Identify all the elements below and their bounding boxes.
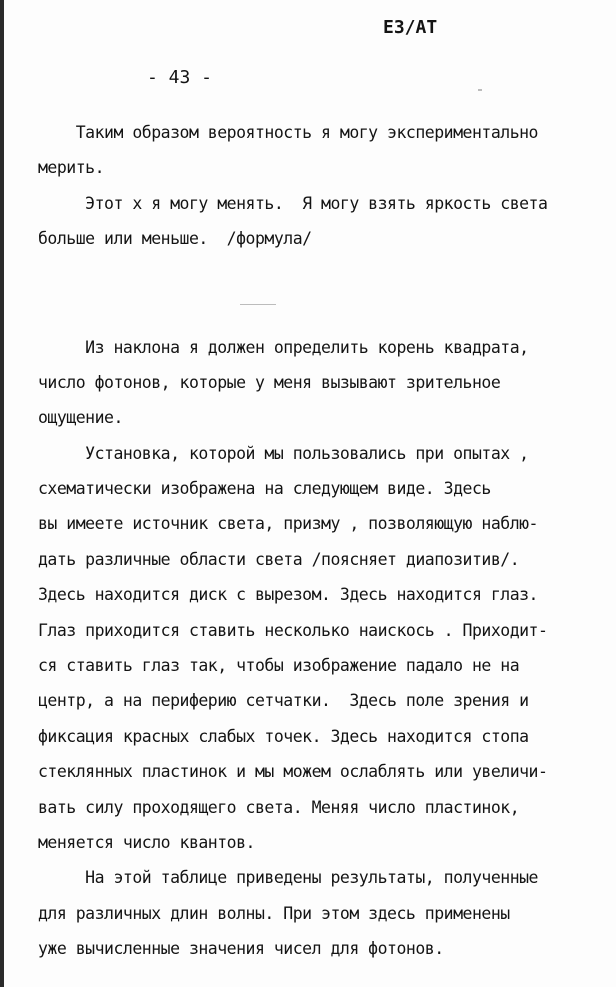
page-number: - 43 - [147, 67, 213, 88]
text-line: Глаз приходится ставить несколько наискось . Приходит- [38, 621, 548, 640]
text-line: ощущение. [38, 408, 123, 427]
text-line: для различных длин волны. При этом здесь применены [38, 904, 510, 923]
text-line: число фотонов, которые у меня вызывают зрительное [38, 373, 501, 392]
text-line: стеклянных пластинок и мы можем ослаблять или увеличи- [38, 762, 548, 781]
document-reference-code: ЕЗ/АТ [383, 17, 438, 38]
text-line: больше или меньше. /формула/ [38, 229, 312, 248]
text-line: схематически изображена на следующем виде. Здесь [38, 479, 491, 498]
text-line: ся ставить глаз так, чтобы изображение падало не на [38, 656, 520, 675]
text-line: Здесь находится диск с вырезом. Здесь находится глаз. [38, 585, 538, 604]
text-line: Этот х я могу менять. Я могу взять яркость света [38, 194, 548, 213]
text-line: Из наклона я должен определить корень квадрата, [38, 338, 529, 357]
text-line: вать силу проходящего света. Меняя число пластинок, [38, 798, 520, 817]
text-line: меняется число квантов. [38, 833, 255, 852]
scan-speck [478, 89, 482, 91]
text-line: дать различные области света /поясняет диапозитив/. [38, 550, 520, 569]
text-line: мерить. [38, 158, 105, 177]
text-line: вы имеете источник света, призму , позволяющую наблю- [38, 514, 538, 533]
text-line: уже вычисленные значения чисел для фотонов. [38, 939, 444, 958]
text-line: Таким образом вероятность я могу экспериментально [38, 123, 538, 142]
text-line: фиксация красных слабых точек. Здесь находится стопа [38, 727, 529, 746]
scan-edge-shadow [0, 0, 4, 987]
text-line: На этой таблице приведены результаты, полученные [38, 868, 538, 887]
text-line: Установка, которой мы пользовались при опытах , [38, 444, 529, 463]
scan-speck [240, 304, 276, 305]
text-line: центр, а на периферию сетчатки. Здесь поле зрения и [38, 691, 529, 710]
